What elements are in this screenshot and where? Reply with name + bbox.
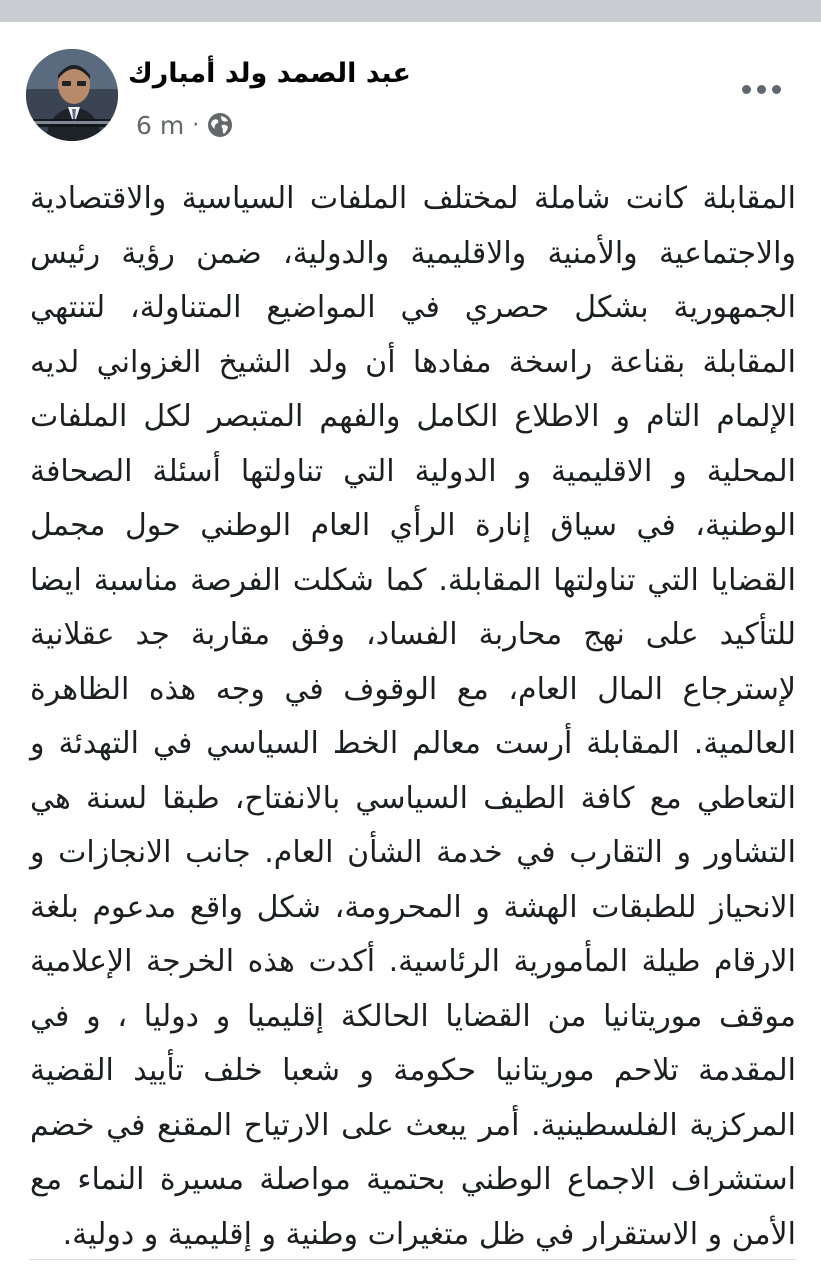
divider bbox=[30, 1259, 796, 1260]
globe-icon[interactable] bbox=[207, 112, 233, 138]
ellipsis-icon bbox=[742, 85, 751, 94]
ellipsis-icon bbox=[757, 85, 766, 94]
post-header bbox=[0, 22, 821, 152]
meta-separator: · bbox=[192, 112, 200, 138]
ellipsis-icon bbox=[772, 85, 781, 94]
profile-photo bbox=[26, 49, 118, 141]
author-avatar[interactable] bbox=[26, 49, 118, 141]
top-strip bbox=[0, 0, 821, 22]
post-time[interactable]: 6 m bbox=[136, 110, 185, 140]
more-options-button[interactable] bbox=[734, 74, 788, 104]
post-text: المقابلة كانت شاملة لمختلف الملفات السياسية والاقتصادية والاجتماعية والأمنية والاقليمية والدولية، ضمن رؤية رئيس الجمهورية بشكل حصري في المواضيع المتناولة، لتنتهي المقابلة بقناعة راسخة مفادها أن ولد الشيخ الغزواني لديه الإلمام التام و الاطلاع الكامل والفهم المتبصر لكل الملفات المحلية و الاقليمية و الدولية التي تناولتها أسئلة الصحافة الوطنية، في سياق إنارة الرأي العام الوطني حول مجمل القضايا التي تناولتها المقابلة. كما شكلت الفرصة مناسبة ايضا للتأكيد على نهج محاربة الفساد، وفق مقاربة جد عقلانية لإسترجاع المال العام، مع الوقوف في وجه هذه الظاهرة العالمية. المقابلة أرست معالم الخط السياسي في التهدئة و التعاطي مع كافة الطيف السياسي بالانفتاح، طبقا لسنة هي التشاور و التقارب في خدمة الشأن العام. جانب الانجازات و الانحياز للطبقات الهشة و المحرومة، شكل واقع مدعوم بلغة الارقام طيلة المأمورية الرئاسية. أكدت هذه الخرجة الإعلامية موقف موريتانيا من القضايا الحالكة إقليميا و دوليا ، و في المقدمة تلاحم موريتانيا حكومة و شعبا خلف تأييد القضية المركزية الفلسطينية. أمر يبعث على الارتياح المقنع في خضم استشراف الاجماع الوطني بحتمية مواصلة مسيرة النماء مع الأمن و الاستقرار في ظل متغيرات وطنية و إقليمية و دولية. bbox=[30, 181, 796, 1252]
post-card bbox=[0, 22, 821, 1280]
post-meta bbox=[136, 108, 233, 142]
author-name[interactable]: عبد الصمد ولد أمبارك bbox=[128, 58, 411, 89]
